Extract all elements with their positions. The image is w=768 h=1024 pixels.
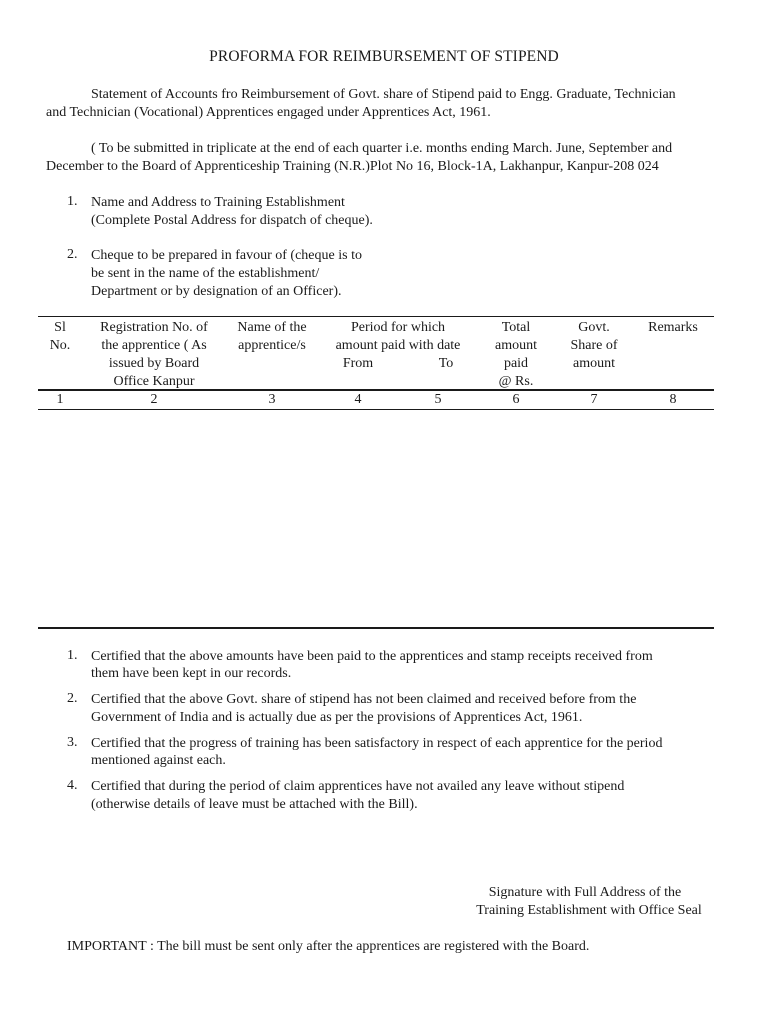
header-govt [558,319,630,373]
header-text: Registration No. of [100,320,208,335]
certification-line: Certified that the progress of training has been satisfactory in respect of each apprentice for the period [91,736,663,751]
header-text: @ Rs. [498,374,534,389]
field-cheque-line: be sent in the name of the establishment/ [91,266,320,281]
statement-line-1: Statement of Accounts fro Reimbursement of Govt. share of Stipend paid to Engg. Graduate, Technician [91,87,676,102]
field-number: 1. [67,194,78,209]
header-text: Name of the [237,320,307,335]
header-name [222,319,322,355]
important-note: IMPORTANT : The bill must be sent only after the apprentices are registered with the Board. [67,939,590,954]
table-numbers-rule [38,409,714,410]
header-text: No. [49,338,71,353]
header-text: Remarks [648,320,698,335]
field-establishment-line: (Complete Postal Address for dispatch of cheque). [91,213,373,228]
header-total [482,319,550,391]
column-number: 8 [669,392,677,407]
statement-line-2: and Technician (Vocational) Apprentices engaged under Apprentices Act, 1961. [46,105,491,120]
certification-line: mentioned against each. [91,753,226,768]
form-title: PROFORMA FOR REIMBURSEMENT OF STIPEND [209,48,559,65]
header-text: amount paid with date [335,338,461,353]
header-remarks [636,319,710,337]
submission-line-1: ( To be submitted in triplicate at the end of each quarter i.e. months ending March. June, September and [91,141,673,156]
header-text: paid [503,356,529,371]
certification-number: 1. [67,648,78,663]
header-text: issued by Board [108,356,200,371]
header-text: amount [573,356,615,371]
header-text: Govt. [578,320,610,335]
header-period [326,319,470,355]
header-sl [38,319,82,355]
column-number: 5 [434,392,442,407]
header-text: the apprentice ( As [101,338,207,353]
certification-number: 3. [67,735,78,750]
header-text: Period for which [350,320,446,335]
certification-line: (otherwise details of leave must be attached with the Bill). [91,797,418,812]
field-number: 2. [67,247,78,262]
certification-number: 4. [67,778,78,793]
column-number: 6 [512,392,520,407]
header-text: apprentice/s [238,338,306,353]
table-top-rule [38,316,714,317]
field-establishment-line: Name and Address to Training Establishment [91,195,345,210]
certification-line: Certified that the above amounts have been paid to the apprentices and stamp receipts received from [91,649,653,664]
certification-number: 2. [67,691,78,706]
signature-line-2: Training Establishment with Office Seal [476,903,702,918]
header-period-from: From [342,356,374,371]
header-text: Office Kanpur [113,374,195,389]
column-number: 2 [150,392,158,407]
header-period-to: To [438,356,454,371]
header-text: Total [501,320,531,335]
certification-line: Certified that during the period of claim apprentices have not availed any leave without stipend [91,779,625,794]
column-number: 3 [268,392,276,407]
table-bottom-rule [38,627,714,629]
submission-line-2: December to the Board of Apprenticeship Training (N.R.)Plot No 16, Block-1A, Lakhanpur, Kanpur-208 024 [46,159,659,174]
certification-line: them have been kept in our records. [91,666,292,681]
header-registration [84,319,224,391]
header-text: Share of [570,338,618,353]
certification-line: Government of India and is actually due as per the provisions of Apprentices Act, 1961. [91,710,583,725]
signature-line-1: Signature with Full Address of the [488,885,682,900]
header-text: amount [495,338,537,353]
column-number: 7 [590,392,598,407]
column-number: 4 [354,392,362,407]
header-text: Sl [54,320,66,335]
certification-line: Certified that the above Govt. share of stipend has not been claimed and received before from the [91,692,637,707]
column-number: 1 [56,392,64,407]
field-cheque-line: Cheque to be prepared in favour of (cheque is to [91,248,362,263]
field-cheque-line: Department or by designation of an Officer). [91,284,342,299]
